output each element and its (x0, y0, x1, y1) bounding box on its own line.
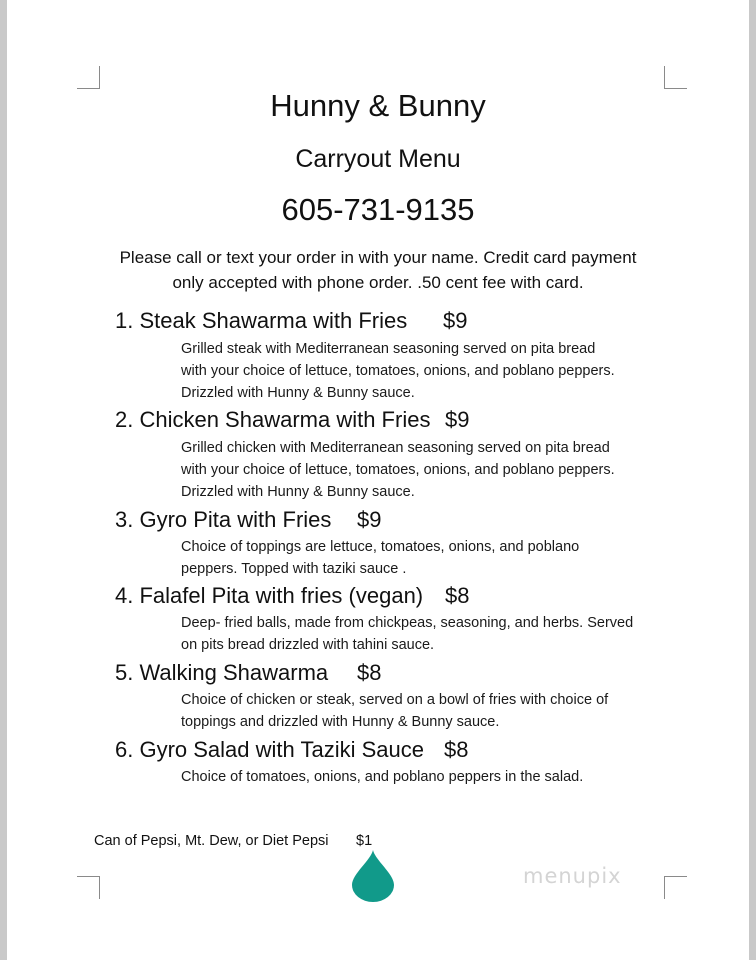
menu-item-name: 6. Gyro Salad with Taziki Sauce (115, 737, 424, 762)
description-line: Choice of chicken or steak, served on a bowl of fries with choice of (181, 692, 609, 708)
menu-item-name: 3. Gyro Pita with Fries (115, 507, 332, 532)
description-line: with your choice of lettuce, tomatoes, onions, and poblano peppers. (181, 462, 615, 478)
order-notice (7, 245, 749, 295)
menu-item-name: 4. Falafel Pita with fries (vegan) (115, 583, 424, 608)
description-line: toppings and drizzled with Hunny & Bunny sauce. (181, 714, 500, 730)
restaurant-name: Hunny & Bunny (270, 88, 486, 123)
teardrop-icon (351, 850, 395, 902)
menu-item-price: $8 (445, 583, 470, 608)
menu-item-price: $9 (357, 507, 382, 532)
drink-label: Can of Pepsi, Mt. Dew, or Diet Pepsi (94, 833, 329, 849)
description-line: Drizzled with Hunny & Bunny sauce. (181, 484, 415, 500)
menu-item-6-description (181, 766, 681, 788)
menu-item-name: 1. Steak Shawarma with Fries (115, 308, 408, 333)
crop-mark-bottom-left (77, 876, 100, 899)
menu-item-1-description (181, 338, 681, 404)
description-line: Grilled chicken with Mediterranean seasoning served on pita bread (181, 440, 610, 456)
phone-number: 605-731-9135 (281, 192, 475, 227)
menu-item-1-title (115, 308, 468, 334)
menu-item-price: $8 (444, 737, 469, 762)
menu-item-price: $8 (357, 660, 382, 685)
description-line: peppers. Topped with taziki sauce . (181, 561, 407, 577)
menu-item-4-description (181, 612, 681, 656)
drink-line (94, 833, 373, 849)
description-line: Drizzled with Hunny & Bunny sauce. (181, 385, 415, 401)
description-line: Deep- fried balls, made from chickpeas, seasoning, and herbs. Served (181, 615, 634, 631)
drink-price: $1 (356, 833, 373, 849)
menu-item-2-description (181, 437, 681, 503)
menu-item-price: $9 (443, 308, 468, 333)
crop-mark-bottom-right (664, 876, 687, 899)
order-notice-line-2: only accepted with phone order. .50 cent fee with card. (172, 273, 584, 292)
crop-mark-top-left (77, 66, 100, 89)
description-line: on pits bread drizzled with tahini sauce. (181, 637, 435, 653)
description-line: with your choice of lettuce, tomatoes, onions, and poblano peppers. (181, 363, 615, 379)
menu-item-name: 5. Walking Shawarma (115, 660, 329, 685)
watermark-text: menupix (523, 864, 622, 888)
crop-mark-top-right (664, 66, 687, 89)
menu-item-2-title (115, 407, 470, 433)
menu-page (7, 0, 749, 960)
description-line: Grilled steak with Mediterranean seasoning served on pita bread (181, 341, 596, 357)
menu-item-6-title (115, 737, 469, 763)
menu-subtitle: Carryout Menu (295, 145, 461, 173)
menu-item-3-title (115, 507, 382, 533)
menu-item-3-description (181, 536, 681, 580)
menu-item-4-title (115, 583, 470, 609)
menu-item-price: $9 (445, 407, 470, 432)
description-line: Choice of tomatoes, onions, and poblano peppers in the salad. (181, 769, 584, 785)
order-notice-line-1: Please call or text your order in with your name. Credit card payment (119, 248, 637, 267)
description-line: Choice of toppings are lettuce, tomatoes, onions, and poblano (181, 539, 580, 555)
menu-item-5-title (115, 660, 382, 686)
menu-item-5-description (181, 689, 681, 733)
menu-item-name: 2. Chicken Shawarma with Fries (115, 407, 431, 432)
